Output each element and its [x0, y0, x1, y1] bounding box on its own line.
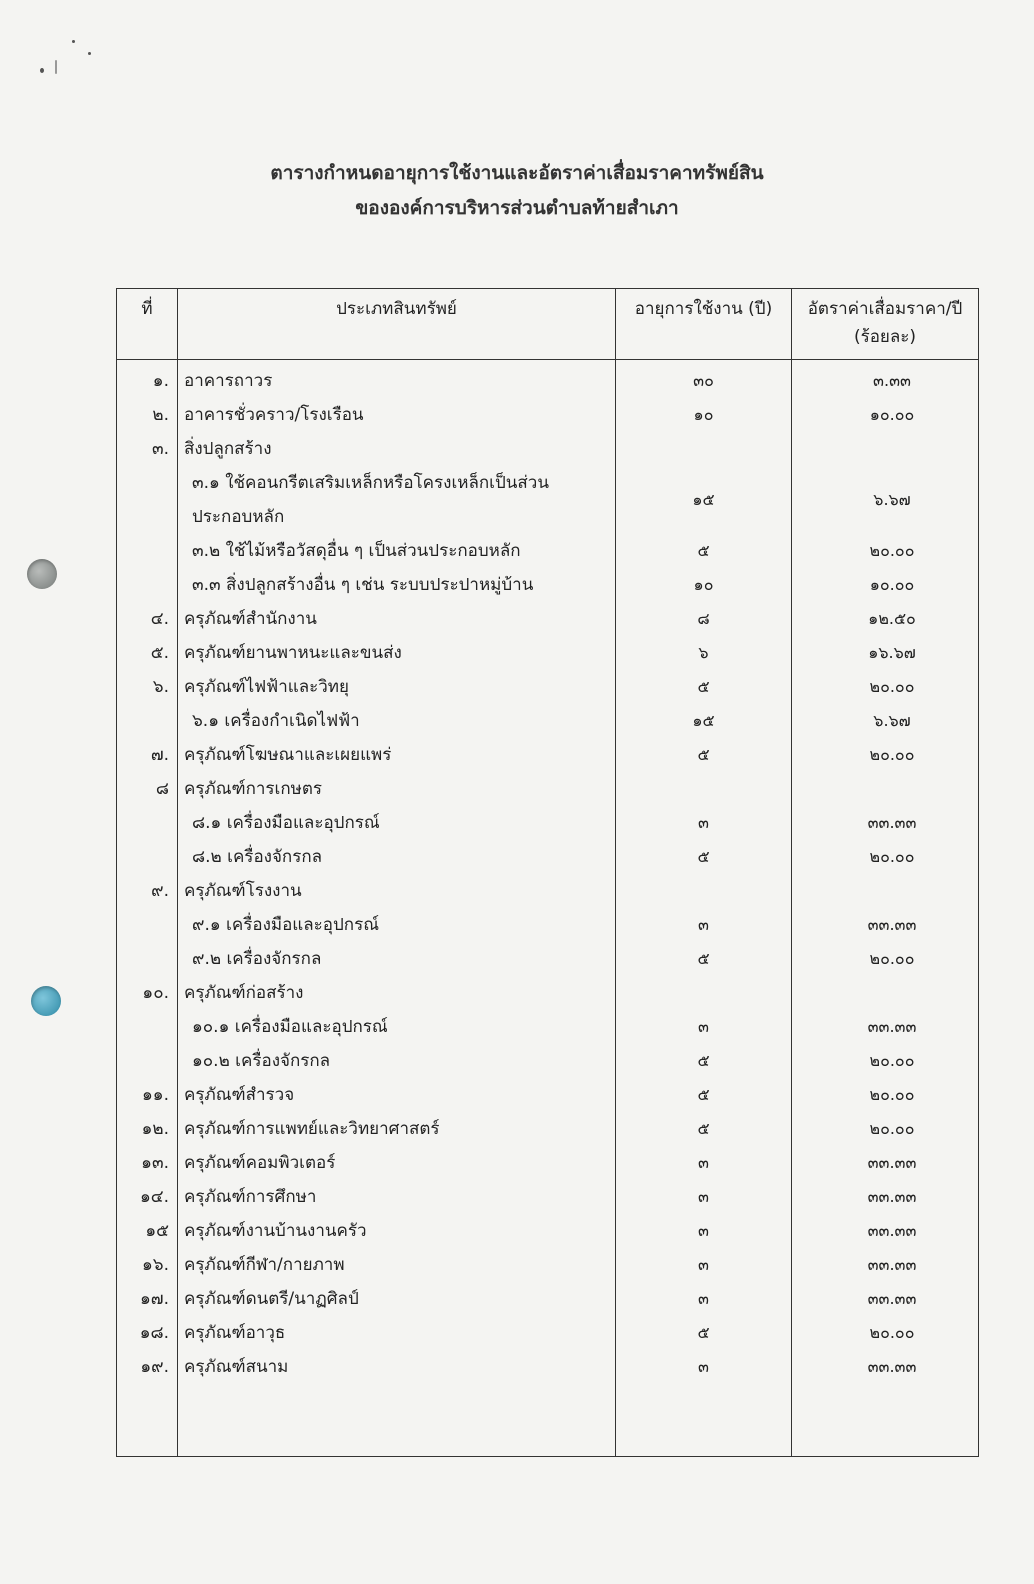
depreciation-rate: ๒๐.๐๐	[792, 1112, 979, 1146]
useful-life: ๑๕	[616, 466, 792, 534]
asset-type: ครุภัณฑ์การเกษตร	[178, 772, 616, 806]
depreciation-rate: ๑๖.๖๗	[792, 636, 979, 670]
row-number: ๑๒.	[117, 1112, 178, 1146]
useful-life: ๓	[616, 1180, 792, 1214]
header-depreciation-rate: อัตราค่าเสื่อมราคา/ปี (ร้อยละ)	[792, 289, 979, 360]
useful-life: ๕	[616, 942, 792, 976]
table-row	[117, 1112, 979, 1146]
row-number	[117, 1044, 178, 1078]
useful-life	[616, 874, 792, 908]
asset-type: ครุภัณฑ์ไฟฟ้าและวิทยุ	[178, 670, 616, 704]
useful-life: ๕	[616, 840, 792, 874]
row-number: ๑๕	[117, 1214, 178, 1248]
row-number: ๑๔.	[117, 1180, 178, 1214]
asset-type: ครุภัณฑ์โฆษณาและเผยแพร่	[178, 738, 616, 772]
table-row	[117, 1316, 979, 1350]
empty-cell	[178, 1384, 616, 1457]
asset-type: ๑๐.๒ เครื่องจักรกล	[178, 1044, 616, 1078]
asset-type: สิ่งปลูกสร้าง	[178, 432, 616, 466]
useful-life: ๓	[616, 1010, 792, 1044]
row-number	[117, 806, 178, 840]
table-row	[117, 976, 979, 1010]
useful-life: ๕	[616, 1112, 792, 1146]
asset-type: ๘.๑ เครื่องมือและอุปกรณ์	[178, 806, 616, 840]
depreciation-rate: ๒๐.๐๐	[792, 840, 979, 874]
depreciation-rate: ๑๐.๐๐	[792, 568, 979, 602]
table-row	[117, 1078, 979, 1112]
asset-type: ครุภัณฑ์ยานพาหนะและขนส่ง	[178, 636, 616, 670]
depreciation-rate: ๒๐.๐๐	[792, 1316, 979, 1350]
row-number	[117, 942, 178, 976]
header-asset-type: ประเภทสินทรัพย์	[178, 289, 616, 360]
table-row	[117, 568, 979, 602]
table-header-row	[117, 289, 979, 360]
useful-life: ๑๐	[616, 398, 792, 432]
table-row	[117, 1180, 979, 1214]
row-number: ๑๓.	[117, 1146, 178, 1180]
depreciation-rate: ๒๐.๐๐	[792, 670, 979, 704]
useful-life: ๓	[616, 1282, 792, 1316]
useful-life: ๓	[616, 1146, 792, 1180]
useful-life	[616, 976, 792, 1010]
row-number: ๑๗.	[117, 1282, 178, 1316]
row-number: ๑๖.	[117, 1248, 178, 1282]
asset-type: ครุภัณฑ์การแพทย์และวิทยาศาสตร์	[178, 1112, 616, 1146]
table-row	[117, 772, 979, 806]
asset-type: ๓.๒ ใช้ไม้หรือวัสดุอื่น ๆ เป็นส่วนประกอบหลัก	[178, 534, 616, 568]
asset-type: ครุภัณฑ์คอมพิวเตอร์	[178, 1146, 616, 1180]
row-number: ๑๙.	[117, 1350, 178, 1384]
empty-cell	[616, 1384, 792, 1457]
row-number: ๑๐.	[117, 976, 178, 1010]
row-number	[117, 840, 178, 874]
table-row	[117, 1044, 979, 1078]
row-number	[117, 908, 178, 942]
row-number: ๑๑.	[117, 1078, 178, 1112]
paper-speck	[88, 52, 91, 55]
page-title: ตารางกำหนดอายุการใช้งานและอัตราค่าเสื่อมราคาทรัพย์สิน	[270, 162, 764, 184]
useful-life: ๕	[616, 1316, 792, 1350]
depreciation-rate: ๓๓.๓๓	[792, 1010, 979, 1044]
paper-speck	[40, 68, 44, 73]
depreciation-rate: ๒๐.๐๐	[792, 942, 979, 976]
table-row	[117, 1282, 979, 1316]
depreciation-rate: ๓๓.๓๓	[792, 1282, 979, 1316]
row-number: ๔.	[117, 602, 178, 636]
asset-type: ๙.๒ เครื่องจักรกล	[178, 942, 616, 976]
table-row	[117, 398, 979, 432]
asset-type: ครุภัณฑ์ดนตรี/นาฏศิลป์	[178, 1282, 616, 1316]
row-number: ๘	[117, 772, 178, 806]
row-number: ๓.	[117, 432, 178, 466]
table-row	[117, 360, 979, 399]
punch-hole	[31, 986, 61, 1016]
empty-cell	[117, 1384, 178, 1457]
useful-life: ๕	[616, 534, 792, 568]
depreciation-rate: ๖.๖๗	[792, 466, 979, 534]
asset-type: ๑๐.๑ เครื่องมือและอุปกรณ์	[178, 1010, 616, 1044]
table-row	[117, 1214, 979, 1248]
asset-type: ครุภัณฑ์การศึกษา	[178, 1180, 616, 1214]
useful-life: ๓	[616, 908, 792, 942]
depreciation-rate: ๓๓.๓๓	[792, 1146, 979, 1180]
useful-life: ๕	[616, 1078, 792, 1112]
table-row	[117, 1350, 979, 1384]
depreciation-rate: ๒๐.๐๐	[792, 1044, 979, 1078]
row-number	[117, 534, 178, 568]
row-number: ๑.	[117, 360, 178, 399]
useful-life: ๕	[616, 1044, 792, 1078]
asset-type: ครุภัณฑ์กีฬา/กายภาพ	[178, 1248, 616, 1282]
depreciation-rate	[792, 432, 979, 466]
asset-type: ครุภัณฑ์สำรวจ	[178, 1078, 616, 1112]
asset-type: อาคารชั่วคราว/โรงเรือน	[178, 398, 616, 432]
table-row	[117, 1248, 979, 1282]
table-row	[117, 874, 979, 908]
table-row	[117, 908, 979, 942]
depreciation-table	[116, 288, 979, 1457]
asset-type: ๓.๑ ใช้คอนกรีตเสริมเหล็กหรือโครงเหล็กเป็นส่วนประกอบหลัก	[178, 466, 616, 534]
asset-type: ๘.๒ เครื่องจักรกล	[178, 840, 616, 874]
asset-type: ๖.๑ เครื่องกำเนิดไฟฟ้า	[178, 704, 616, 738]
asset-type: ครุภัณฑ์สำนักงาน	[178, 602, 616, 636]
useful-life: ๘	[616, 602, 792, 636]
row-number	[117, 568, 178, 602]
row-number: ๙.	[117, 874, 178, 908]
useful-life: ๓	[616, 806, 792, 840]
paper-speck	[55, 60, 57, 74]
empty-cell	[792, 1384, 979, 1457]
asset-type: ครุภัณฑ์ก่อสร้าง	[178, 976, 616, 1010]
table-row	[117, 636, 979, 670]
depreciation-rate: ๒๐.๐๐	[792, 738, 979, 772]
table-filler-row	[117, 1384, 979, 1457]
depreciation-rate	[792, 976, 979, 1010]
useful-life	[616, 432, 792, 466]
depreciation-rate: ๓๓.๓๓	[792, 1248, 979, 1282]
table-row	[117, 534, 979, 568]
asset-type: อาคารถาวร	[178, 360, 616, 399]
row-number: ๑๘.	[117, 1316, 178, 1350]
depreciation-rate: ๓๓.๓๓	[792, 806, 979, 840]
row-number	[117, 1010, 178, 1044]
header-no: ที่	[117, 289, 178, 360]
useful-life: ๕	[616, 738, 792, 772]
table-row	[117, 738, 979, 772]
row-number: ๖.	[117, 670, 178, 704]
row-number: ๕.	[117, 636, 178, 670]
asset-type: ครุภัณฑ์อาวุธ	[178, 1316, 616, 1350]
depreciation-rate: ๓๓.๓๓	[792, 1350, 979, 1384]
useful-life: ๓	[616, 1248, 792, 1282]
depreciation-rate	[792, 772, 979, 806]
page-subtitle: ขององค์การบริหารส่วนตำบลท้ายสำเภา	[355, 197, 679, 219]
depreciation-rate	[792, 874, 979, 908]
asset-type: ครุภัณฑ์งานบ้านงานครัว	[178, 1214, 616, 1248]
table-row	[117, 466, 979, 534]
asset-type: ครุภัณฑ์โรงงาน	[178, 874, 616, 908]
row-number	[117, 704, 178, 738]
table-row	[117, 432, 979, 466]
table-row	[117, 602, 979, 636]
header-useful-life: อายุการใช้งาน (ปี)	[616, 289, 792, 360]
depreciation-rate: ๓๓.๓๓	[792, 1214, 979, 1248]
depreciation-rate: ๑๐.๐๐	[792, 398, 979, 432]
useful-life	[616, 772, 792, 806]
table-row	[117, 840, 979, 874]
row-number	[117, 466, 178, 534]
useful-life: ๓	[616, 1214, 792, 1248]
row-number: ๒.	[117, 398, 178, 432]
useful-life: ๑๕	[616, 704, 792, 738]
depreciation-rate: ๓๓.๓๓	[792, 908, 979, 942]
paper-speck	[72, 40, 75, 43]
asset-type: ๙.๑ เครื่องมือและอุปกรณ์	[178, 908, 616, 942]
table-row	[117, 806, 979, 840]
depreciation-rate: ๓.๓๓	[792, 360, 979, 399]
table-row	[117, 704, 979, 738]
table-row	[117, 942, 979, 976]
table-row	[117, 1010, 979, 1044]
useful-life: ๖	[616, 636, 792, 670]
depreciation-rate: ๒๐.๐๐	[792, 1078, 979, 1112]
useful-life: ๓	[616, 1350, 792, 1384]
asset-type: ๓.๓ สิ่งปลูกสร้างอื่น ๆ เช่น ระบบประปาหมู่บ้าน	[178, 568, 616, 602]
punch-hole	[27, 559, 57, 589]
depreciation-rate: ๒๐.๐๐	[792, 534, 979, 568]
useful-life: ๓๐	[616, 360, 792, 399]
useful-life: ๕	[616, 670, 792, 704]
depreciation-rate: ๓๓.๓๓	[792, 1180, 979, 1214]
row-number: ๗.	[117, 738, 178, 772]
useful-life: ๑๐	[616, 568, 792, 602]
depreciation-rate: ๑๒.๕๐	[792, 602, 979, 636]
table-row	[117, 670, 979, 704]
asset-type: ครุภัณฑ์สนาม	[178, 1350, 616, 1384]
depreciation-rate: ๖.๖๗	[792, 704, 979, 738]
table-row	[117, 1146, 979, 1180]
